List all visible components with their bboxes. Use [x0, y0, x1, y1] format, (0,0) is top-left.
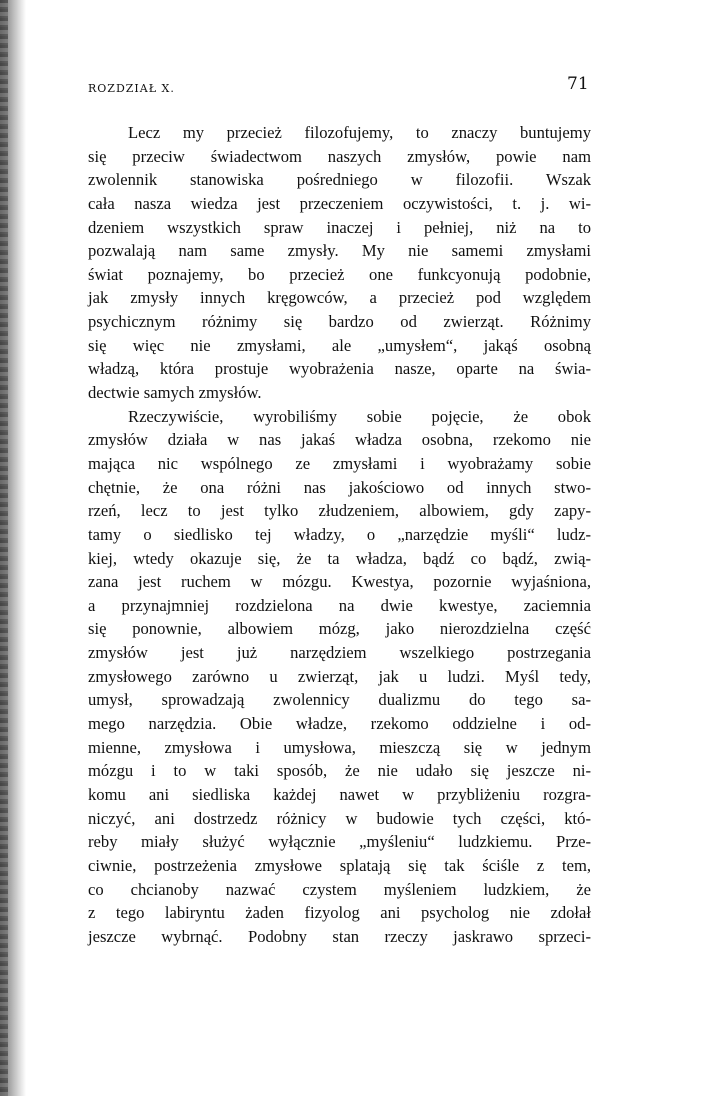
page-number: 71 — [567, 74, 589, 94]
binding-edge — [0, 0, 8, 1096]
text-line: pozwalają nam same zmysły. My nie samemi zmysłami — [88, 241, 591, 261]
text-line: tamy o siedlisko tej władzy, o „narzędzie myśli“ ludz- — [88, 524, 591, 544]
text-line: dectwie samych zmysłów. — [88, 383, 262, 403]
text-line: z tego labiryntu żaden fizyolog ani psycholog nie zdołał — [88, 903, 591, 923]
text-line: zana jest ruchem w mózgu. Kwestya, pozornie wyjaśniona, — [88, 572, 591, 592]
text-line: się przeciw świadectwom naszych zmysłów, powie nam — [88, 146, 591, 166]
text-line: Lecz my przecież filozofujemy, to znaczy buntujemy — [128, 123, 591, 142]
text-line: psychicznym różnimy się bardzo od zwierząt. Różnimy — [88, 312, 591, 332]
text-line: mająca nic wspólnego ze zmysłami i wyobrażamy sobie — [88, 453, 591, 473]
text-line: reby miały służyć wyłącznie „myśleniu“ ludzkiemu. Prze- — [88, 832, 591, 852]
text-line: cała nasza wiedza jest przeczeniem oczywistości, t. j. wi- — [88, 193, 591, 213]
running-head: ROZDZIAŁ X. — [88, 82, 175, 95]
text-line: rzeń, lecz to jest tylko złudzeniem, albowiem, gdy zapy- — [88, 501, 591, 521]
text-line: mienne, zmysłowa i umysłowa, mieszczą się w jednym — [88, 737, 591, 757]
text-line: się ponownie, albowiem mózg, jako nierozdzielna część — [88, 619, 591, 639]
text-line: się więc nie zmysłami, ale „umysłem“, jakąś osobną — [88, 335, 591, 355]
text-line: niczyć, ani dostrzedz różnicy w budowie tych części, któ- — [88, 808, 591, 828]
text-line: jeszcze wybrnąć. Podobny stan rzeczy jaskrawo sprzeci- — [88, 926, 591, 946]
text-line: mózgu i to w taki sposób, że nie udało się jeszcze ni- — [88, 761, 591, 781]
text-line: umysł, sprowadzają zwolennicy dualizmu do tego sa- — [88, 690, 591, 710]
text-line: komu ani siedliska każdej nawet w przybliżeniu rozgra- — [88, 784, 591, 804]
text-line: zmysłowego zarówno u zwierząt, jak u ludzi. Myśl tedy, — [88, 666, 591, 686]
text-line: kiej, wtedy okazuje się, że ta władza, bądź co bądź, zwią- — [88, 548, 591, 568]
text-line: a przynajmniej rozdzielona na dwie kwestye, zaciemnia — [88, 595, 591, 615]
text-line: mego narzędzia. Obie władze, rzekomo oddzielne i od- — [88, 714, 591, 734]
text-line: jak zmysły innych kręgowców, a przecież pod względem — [88, 288, 591, 308]
text-line: chętnie, że ona różni nas jakościowo od innych stwo- — [88, 477, 591, 497]
body-text — [88, 121, 591, 948]
text-line: władzą, która prostuje wyobrażenia nasze, oparte na świa- — [88, 359, 591, 379]
text-line: zwolennik stanowiska pośredniego w filozofii. Wszak — [88, 170, 591, 190]
text-line: co chcianoby nazwać czystem myśleniem ludzkiem, że — [88, 879, 591, 899]
text-line: ciwnie, postrzeżenia zmysłowe splatają się tak ściśle z tem, — [88, 855, 591, 875]
text-line: zmysłów działa w nas jakaś władza osobna, rzekomo nie — [88, 430, 591, 450]
text-line: dzeniem wszystkich spraw inaczej i pełniej, niż na to — [88, 217, 591, 237]
text-line: świat poznajemy, bo przecież one funkcyonują podobnie, — [88, 264, 591, 284]
text-line: zmysłów jest już narzędziem wszelkiego postrzegania — [88, 643, 591, 663]
text-line: Rzeczywiście, wyrobiliśmy sobie pojęcie, że obok — [128, 406, 591, 426]
